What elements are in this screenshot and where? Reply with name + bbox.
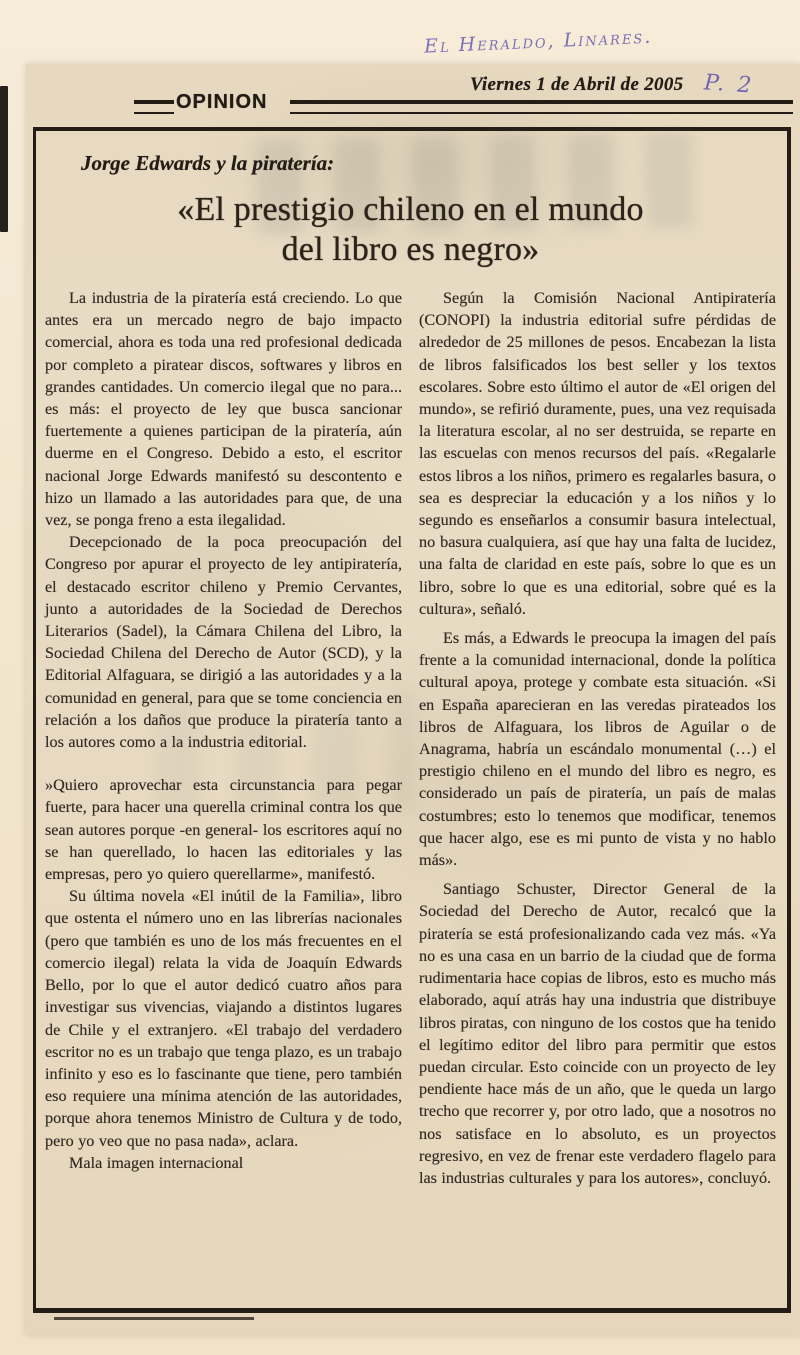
section-rule-right	[290, 100, 793, 114]
left-column	[45, 287, 402, 1189]
article-headline	[45, 190, 776, 270]
article-body	[45, 287, 776, 1189]
headline-line-1: «El prestigio chileno en el mundo	[177, 191, 644, 228]
newspaper-clipping	[26, 64, 800, 1335]
article-kicker: Jorge Edwards y la piratería:	[81, 151, 335, 175]
handwritten-page-number: P. 2	[703, 70, 756, 99]
right-column-paragraph-2: Es más, a Edwards le preocupa la imagen del país frente a la comunidad internacional, donde la política cultural apoya, protege y combate esta situación. «Si en España aparecieran en las veredas pirateados los libros de Alfaguara, los libros de Aguilar o de Anagrama, habría un escándalo monumental (…) el prestigio chileno en el mundo del libro es negro, es considerado un país de piratería, un país de malas costumbres; esto lo tenemos que modificar, tenemos que hacer algo, ese es mi punto de vista y no hablo más».	[419, 629, 776, 870]
subhead-mala-imagen: Mala imagen internacional	[69, 1153, 244, 1172]
left-column-paragraph-2: Decepcionado de la poca preocupación del Congreso por apurar el proyecto de ley antipiratería, el destacado escritor chileno y Premio Cervantes, junto a autoridades de la Sociedad de Derechos Literarios (Sadel), la Cámara Chilena del Libro, la Sociedad Chilena del Derecho de Autor (SCD), y la Editorial Alfaguara, se dirigió a las autoridades y a la comunidad en general, para que se tome conciencia en relación a los daños que produce la piratería tanto a los autores como a la industria editorial.	[45, 533, 402, 752]
left-column-paragraph-3: »Quiero aprovechar esta circunstancia para pegar fuerte, para hacer una querella criminal contra los que sean autores porque -en general- los escritores aquí no se han querellado, lo hacen las editoriales y las empresas, pero yo quiero querellarme», manifestó.	[45, 776, 402, 884]
section-header-row	[26, 64, 800, 120]
left-column-paragraph-1: La industria de la piratería está creciendo. Lo que antes era un mercado negro de bajo impacto comercial, ahora es toda una red profesional dedicada por completo a piratear discos, softwares y libros en grandes cantidades. Un comercio ilegal que no para... es más: el proyecto de ley que busca sancionar fuertemente a quienes participan de la piratería, aún duerme en el Congreso. Debido a esto, el escritor nacional Jorge Edwards manifestó su descontento e hizo un llamado a las autoridades para que, de una vez, se ponga freno a esta ilegalidad.	[45, 289, 402, 530]
right-column	[419, 287, 776, 1189]
headline-line-2: del libro es negro»	[281, 231, 540, 268]
section-title: OPINION	[176, 91, 268, 113]
handwritten-publication-note: El Heraldo, Linares.	[423, 25, 653, 58]
article-frame	[33, 127, 791, 1313]
issue-date: Viernes 1 de Abril de 2005	[470, 74, 684, 95]
section-rule-left	[134, 100, 174, 114]
scan-edge-mark	[0, 86, 8, 232]
left-column-paragraph-4: Su última novela «El inútil de la Familia», libro que ostenta el número uno en las librerías nacionales (pero que también es uno de los más frecuentes en el comercio ilegal) relata la vida de Joaquín Edwards Bello, por lo que el autor dedicó cuatro años para investigar sus vivencias, viajando a distintos lugares de Chile y el extranjero. «El trabajo del verdadero escritor no es un trabajo que tenga plazo, es un trabajo infinito y eso es lo fascinante que tiene, pero también eso requiere una mínima atención de las autoridades, porque ahora tenemos Ministro de Cultura y de todo, pero yo veo que no pasa nada», aclara.	[45, 887, 402, 1150]
right-column-paragraph-1: Según la Comisión Nacional Antipiratería (CONOPI) la industria editorial sufre pérdidas de alrededor de 25 millones de pesos. Encabezan la lista de libros falsificados los best seller y los textos escolares. Sobre esto último el autor de «El origen del mundo», se refirió duramente, pues, una vez requisada la literatura escolar, al no ser destruida, se reparte en las escuelas con menos recursos del país. «Regalarle estos libros a los niños, primero es regalarles basura, o sea es despreciar la educación y a los niños y lo segundo es enseñarlos a consumir basura intelectual, no basura cualquiera, así que hay una falta de lucidez, una falta de claridad en este país, sobre lo que es un libro, sobre lo que es una editorial, sobre qué es la cultura», señaló.	[419, 289, 776, 618]
right-column-paragraph-3: Santiago Schuster, Director General de la Sociedad del Derecho de Autor, recalcó que la piratería se está profesionalizando cada vez más. «Ya no es una casa en un barrio de la ciudad que de forma rudimentaria hace copias de libros, esto es mucho más elaborado, aquí atrás hay una industria que distribuye libros piratas, con ninguno de los costos que ha tenido el legítimo editor del libro para permitir que estos puedan circular. Esto coincide con un proyecto de ley pendiente hace más de un año, que le queda un largo trecho que recorrer y, por otro lado, que a nosotros no nos satisface en lo absoluto, es un proyectos regresivo, en vez de frenar este verdadero flagelo para las industrias culturales y para los autores», concluyó.	[419, 880, 776, 1187]
